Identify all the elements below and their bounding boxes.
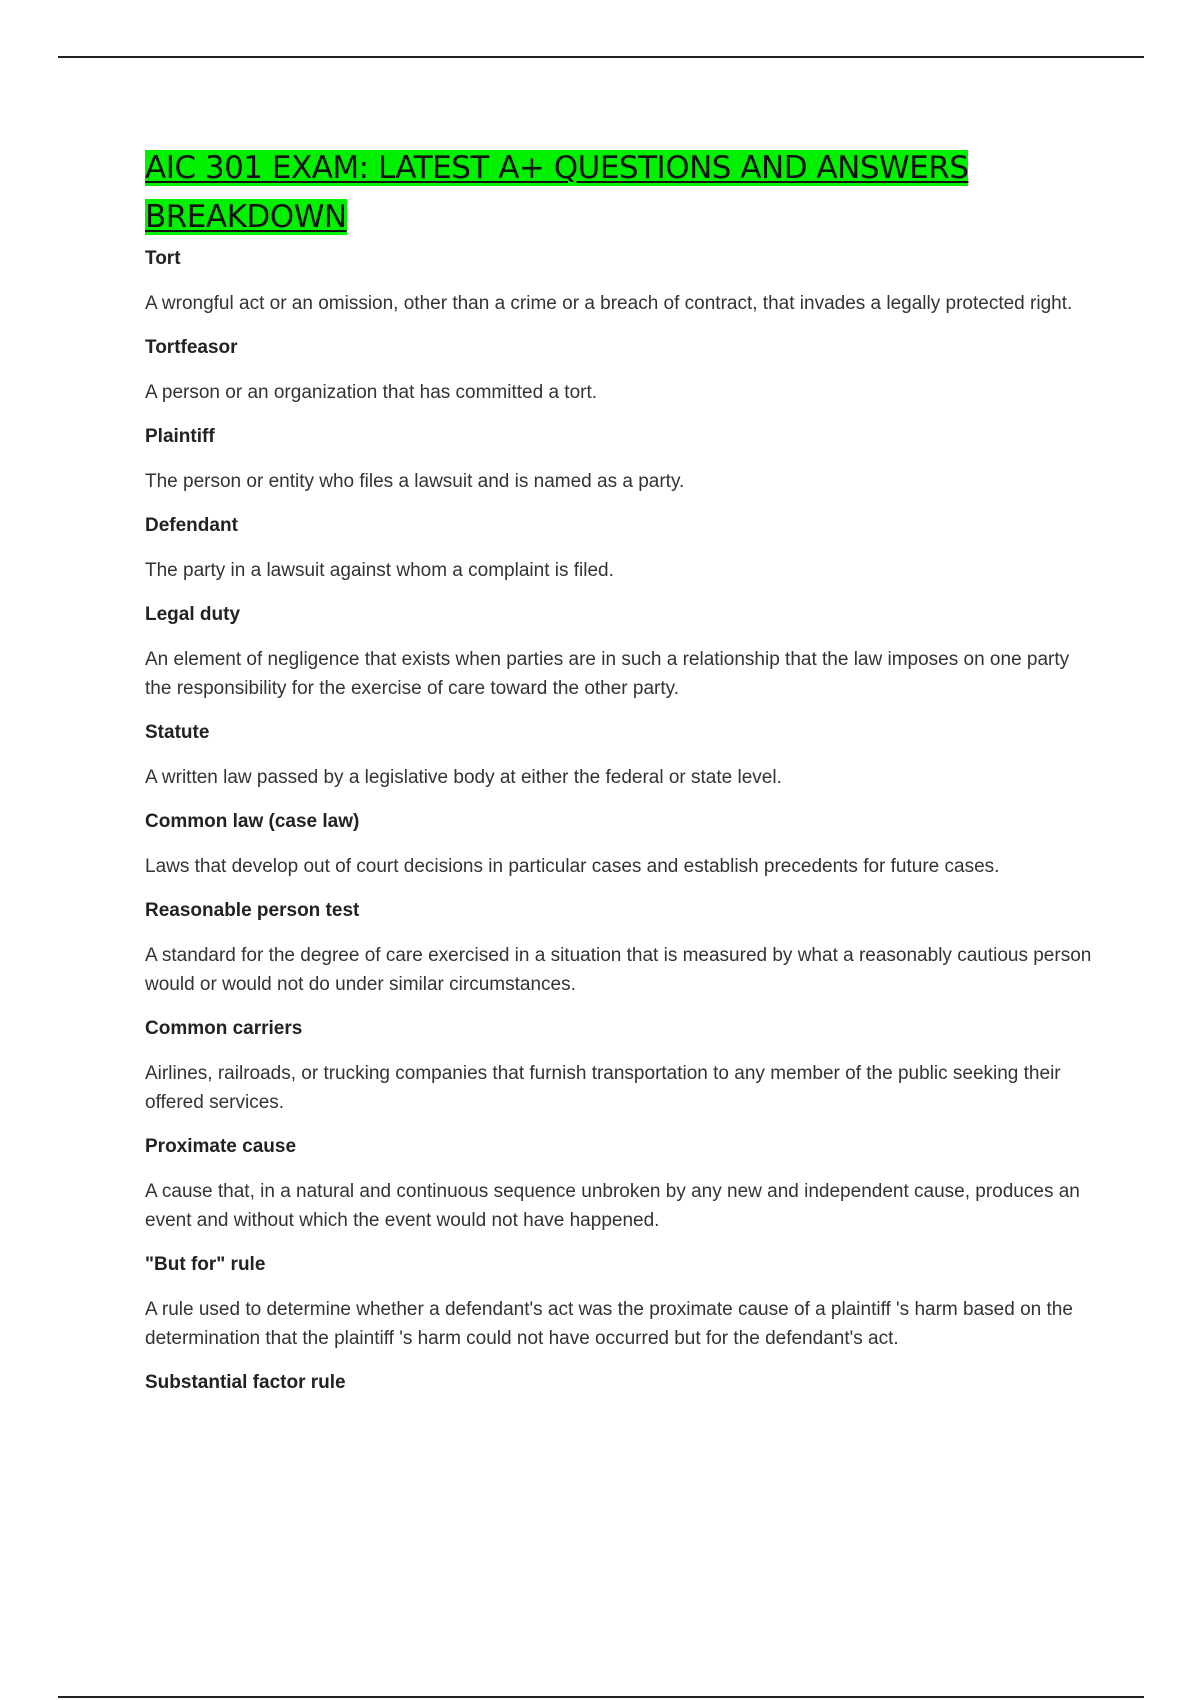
term-heading: Tort (145, 248, 181, 269)
entry-legal-duty (145, 602, 1095, 703)
term-heading: Defendant (145, 515, 238, 536)
entry-reasonable-person-test (145, 898, 1095, 999)
term-heading: Statute (145, 722, 210, 743)
page-top-rule (58, 56, 1144, 58)
document-title (145, 144, 1095, 242)
entry-common-law (145, 809, 1095, 881)
term-definition: A rule used to determine whether a defendant's act was the proximate cause of a plaintiff 's harm based on the determination that the plaintiff 's harm could not have occurred but for the defendant's act. (145, 1299, 1073, 1349)
term-heading: Tortfeasor (145, 337, 238, 358)
term-heading: Common carriers (145, 1018, 303, 1039)
term-heading: Substantial factor rule (145, 1372, 346, 1393)
term-heading: Common law (case law) (145, 811, 360, 832)
term-heading: Legal duty (145, 604, 241, 625)
entry-but-for-rule (145, 1252, 1095, 1353)
entry-statute (145, 720, 1095, 792)
entry-tortfeasor (145, 335, 1095, 407)
document-body (145, 144, 1095, 1396)
term-definition: Airlines, railroads, or trucking companies that furnish transportation to any member of the public seeking their offered services. (145, 1063, 1061, 1113)
entry-defendant (145, 513, 1095, 585)
term-heading: Reasonable person test (145, 900, 360, 921)
entry-proximate-cause (145, 1134, 1095, 1235)
term-heading: Proximate cause (145, 1136, 297, 1157)
entry-common-carriers (145, 1016, 1095, 1117)
term-definition: A standard for the degree of care exercised in a situation that is measured by what a reasonably cautious person would or would not do under similar circumstances. (145, 945, 1092, 995)
title-highlight: AIC 301 EXAM: LATEST A+ QUESTIONS AND ANSWERS BREAKDOWN (145, 150, 969, 235)
term-definition: A written law passed by a legislative body at either the federal or state level. (145, 767, 782, 788)
term-definition: A cause that, in a natural and continuous sequence unbroken by any new and independent cause, produces an event and without which the event would not have happened. (145, 1181, 1080, 1231)
term-definition: The party in a lawsuit against whom a complaint is filed. (145, 560, 614, 581)
term-definition: Laws that develop out of court decisions in particular cases and establish precedents for future cases. (145, 856, 1000, 877)
term-definition: The person or entity who files a lawsuit and is named as a party. (145, 471, 685, 492)
term-heading: Plaintiff (145, 426, 215, 447)
term-definition: An element of negligence that exists when parties are in such a relationship that the law imposes on one party the responsibility for the exercise of care toward the other party. (145, 649, 1070, 699)
entry-tort (145, 246, 1095, 318)
entry-substantial-factor-rule (145, 1370, 1095, 1396)
entry-plaintiff (145, 424, 1095, 496)
term-definition: A person or an organization that has committed a tort. (145, 382, 598, 403)
page-bottom-rule (58, 1696, 1144, 1698)
term-heading: "But for" rule (145, 1254, 266, 1275)
term-definition: A wrongful act or an omission, other than a crime or a breach of contract, that invades a legally protected right. (145, 293, 1073, 314)
